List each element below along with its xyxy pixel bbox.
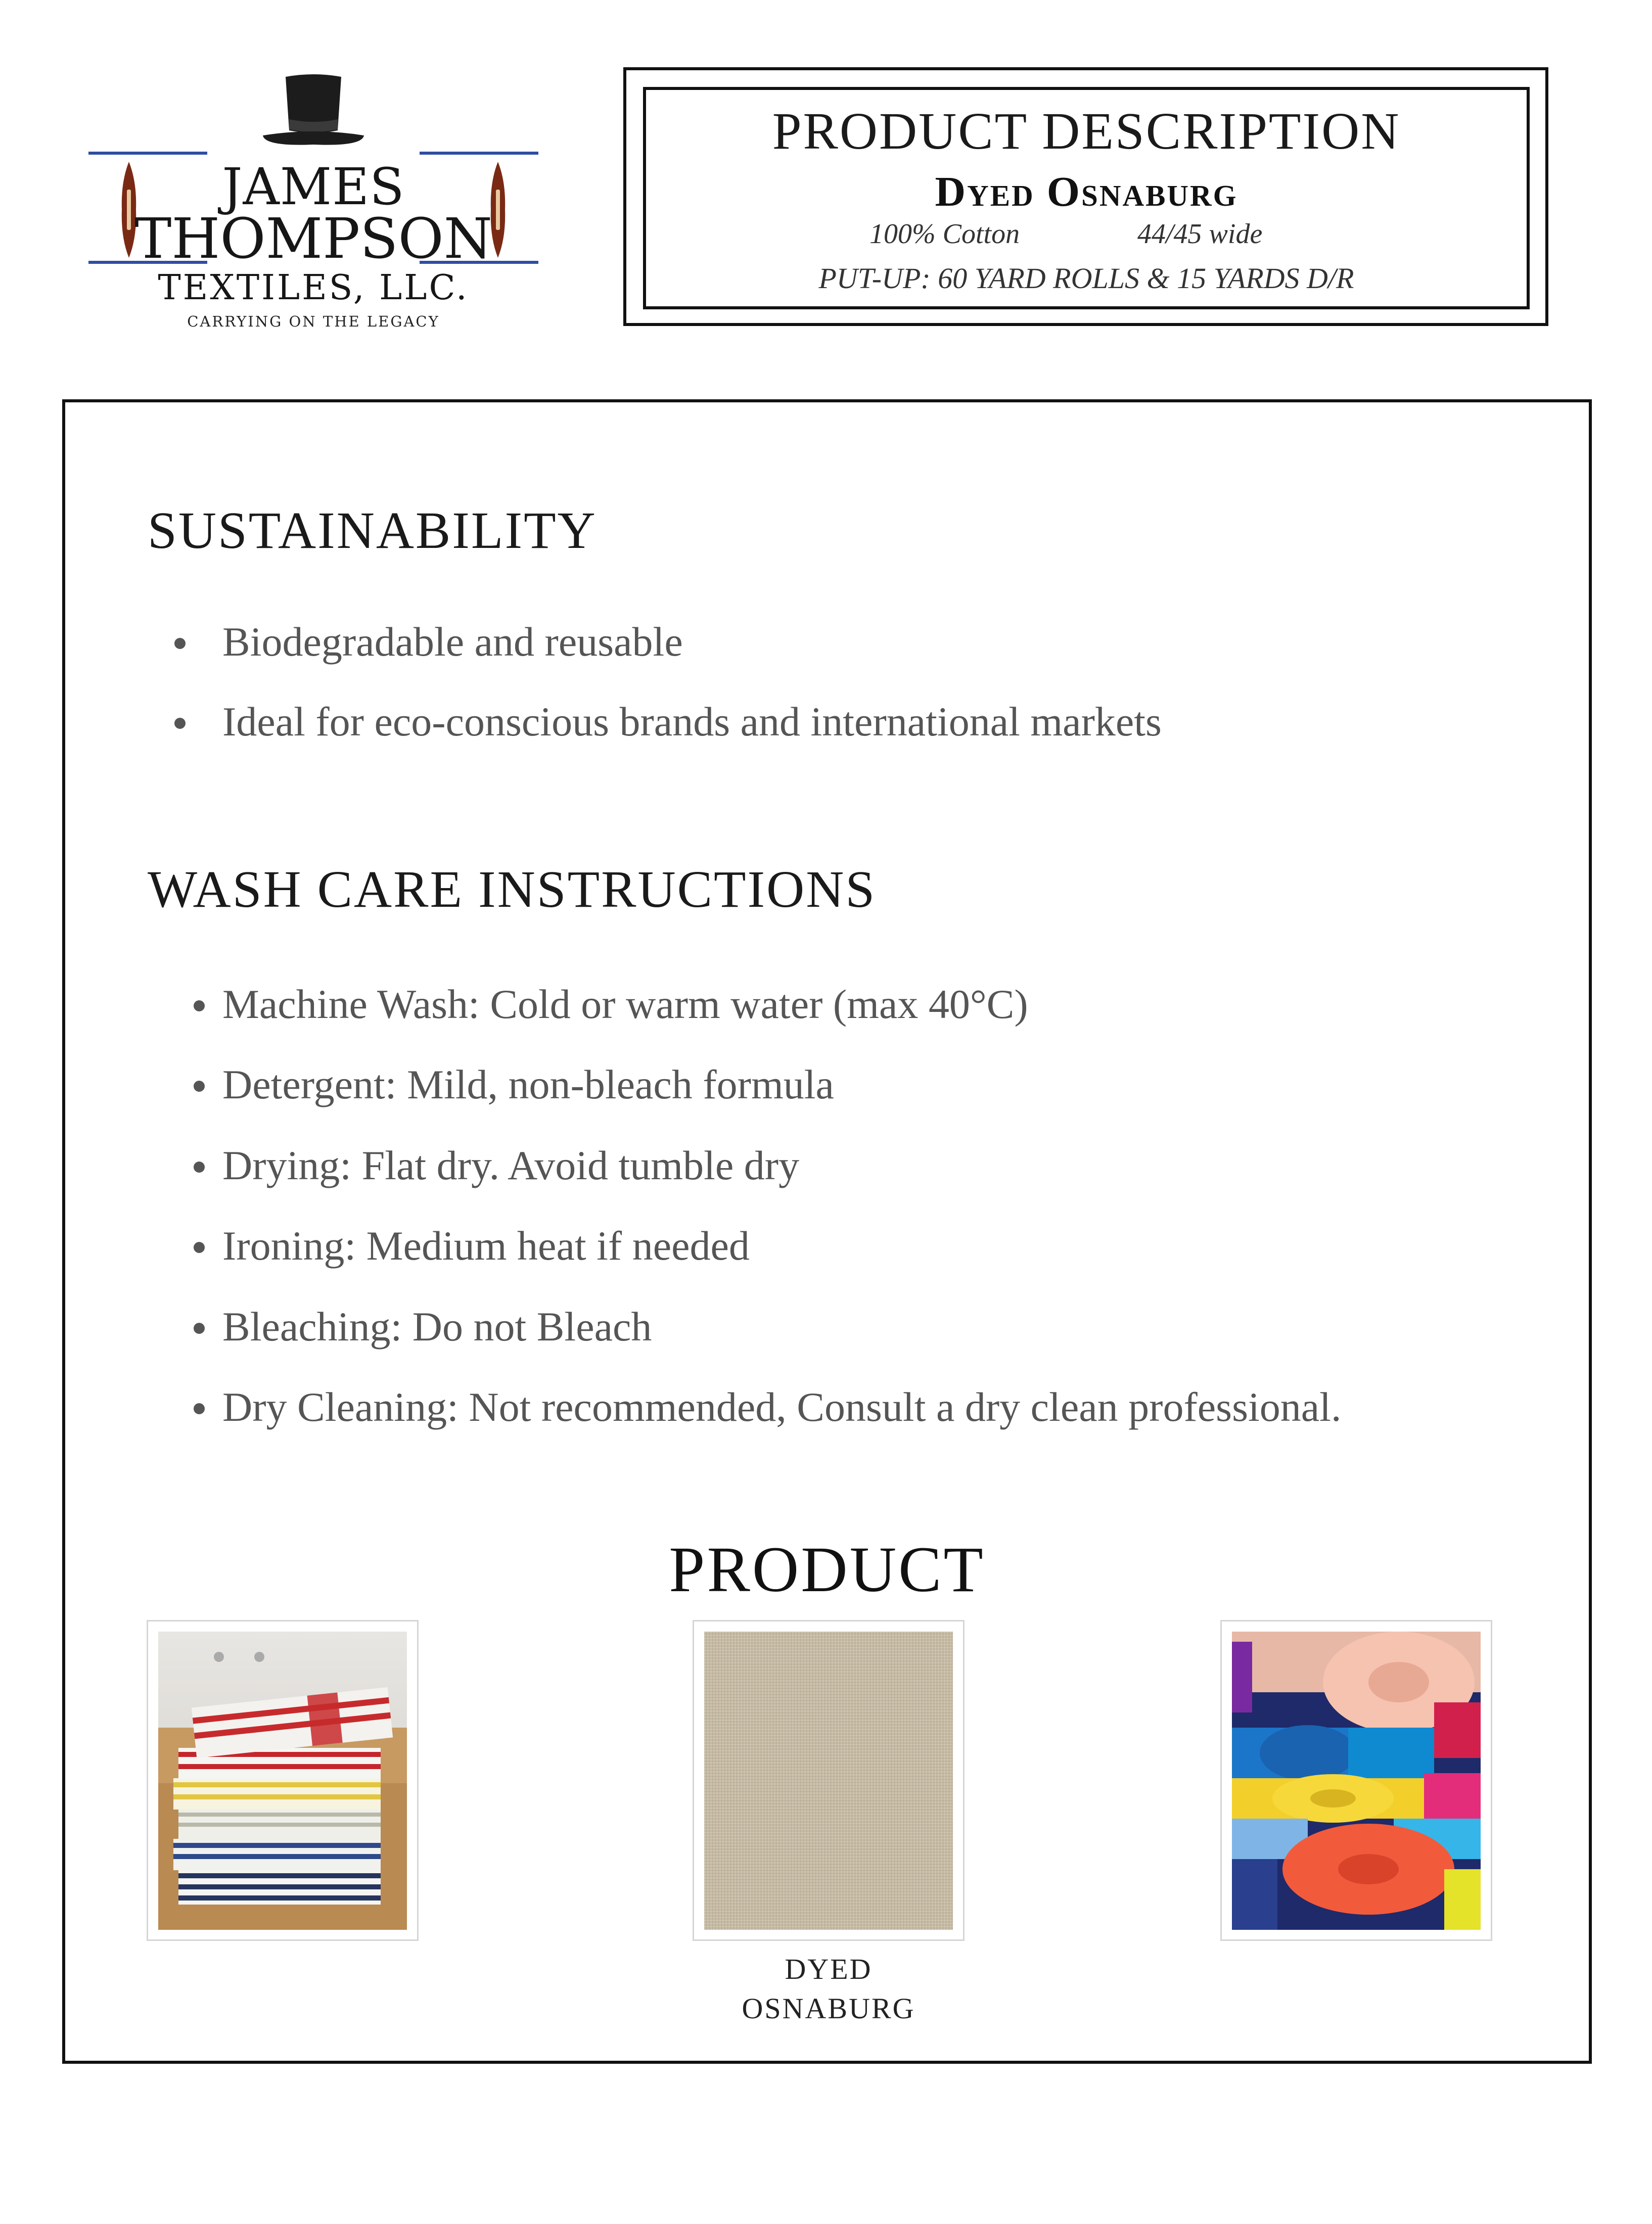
towels-photo [158, 1632, 407, 1930]
list-item: Ideal for eco-conscious brands and international markets [222, 697, 1162, 747]
product-image-osnaburg [693, 1620, 965, 1941]
list-item: Dry Cleaning: Not recommended, Consult a dry clean professional. [222, 1382, 1341, 1432]
product-caption-line2: OSNABURG [742, 1992, 915, 2025]
header-spec-width: 44/45 wide [1137, 218, 1263, 250]
bullet-icon [194, 1403, 205, 1414]
logo-rule [88, 152, 207, 155]
header-spec-fiber: 100% Cotton [869, 218, 1020, 250]
bullet-icon [194, 1242, 205, 1253]
header-putup: PUT-UP: 60 YARD ROLLS & 15 YARDS D/R [818, 262, 1354, 295]
wash-care-heading: WASH CARE INSTRUCTIONS [148, 860, 877, 918]
product-image-towels [147, 1620, 419, 1941]
list-item: Biodegradable and reusable [222, 617, 683, 667]
company-logo [88, 71, 538, 334]
bullet-icon [174, 718, 186, 729]
top-hat-icon [258, 71, 369, 152]
product-caption-line1: DYED [785, 1953, 873, 1985]
list-item: Bleaching: Do not Bleach [222, 1302, 652, 1352]
logo-text-thompson: THOMPSON [134, 206, 492, 271]
header-product-name: Dyed Osnaburg [935, 168, 1238, 215]
logo-text-james: JAMES [222, 157, 405, 216]
list-item: Machine Wash: Cold or warm water (max 40°C) [222, 979, 1028, 1030]
product-heading: PRODUCT [669, 1534, 985, 1605]
logo-rule [420, 152, 538, 155]
bullet-icon [194, 1081, 205, 1092]
product-image-fabric-rolls [1220, 1620, 1492, 1941]
list-item: Detergent: Mild, non-bleach formula [222, 1059, 834, 1110]
logo-text-textiles: TEXTILES, LLC. [158, 268, 469, 308]
bullet-icon [194, 1162, 205, 1173]
sustainability-heading: SUSTAINABILITY [148, 501, 597, 560]
logo-tagline: CARRYING ON THE LEGACY [187, 313, 440, 330]
bullet-icon [194, 1000, 205, 1011]
list-item: Ironing: Medium heat if needed [222, 1221, 750, 1271]
list-item: Drying: Flat dry. Avoid tumble dry [222, 1140, 799, 1191]
bullet-icon [174, 638, 186, 649]
bullet-icon [194, 1323, 205, 1334]
fabric-rolls-photo [1232, 1632, 1481, 1930]
header-title: PRODUCT DESCRIPTION [772, 102, 1401, 160]
osnaburg-fabric-photo [704, 1632, 953, 1930]
